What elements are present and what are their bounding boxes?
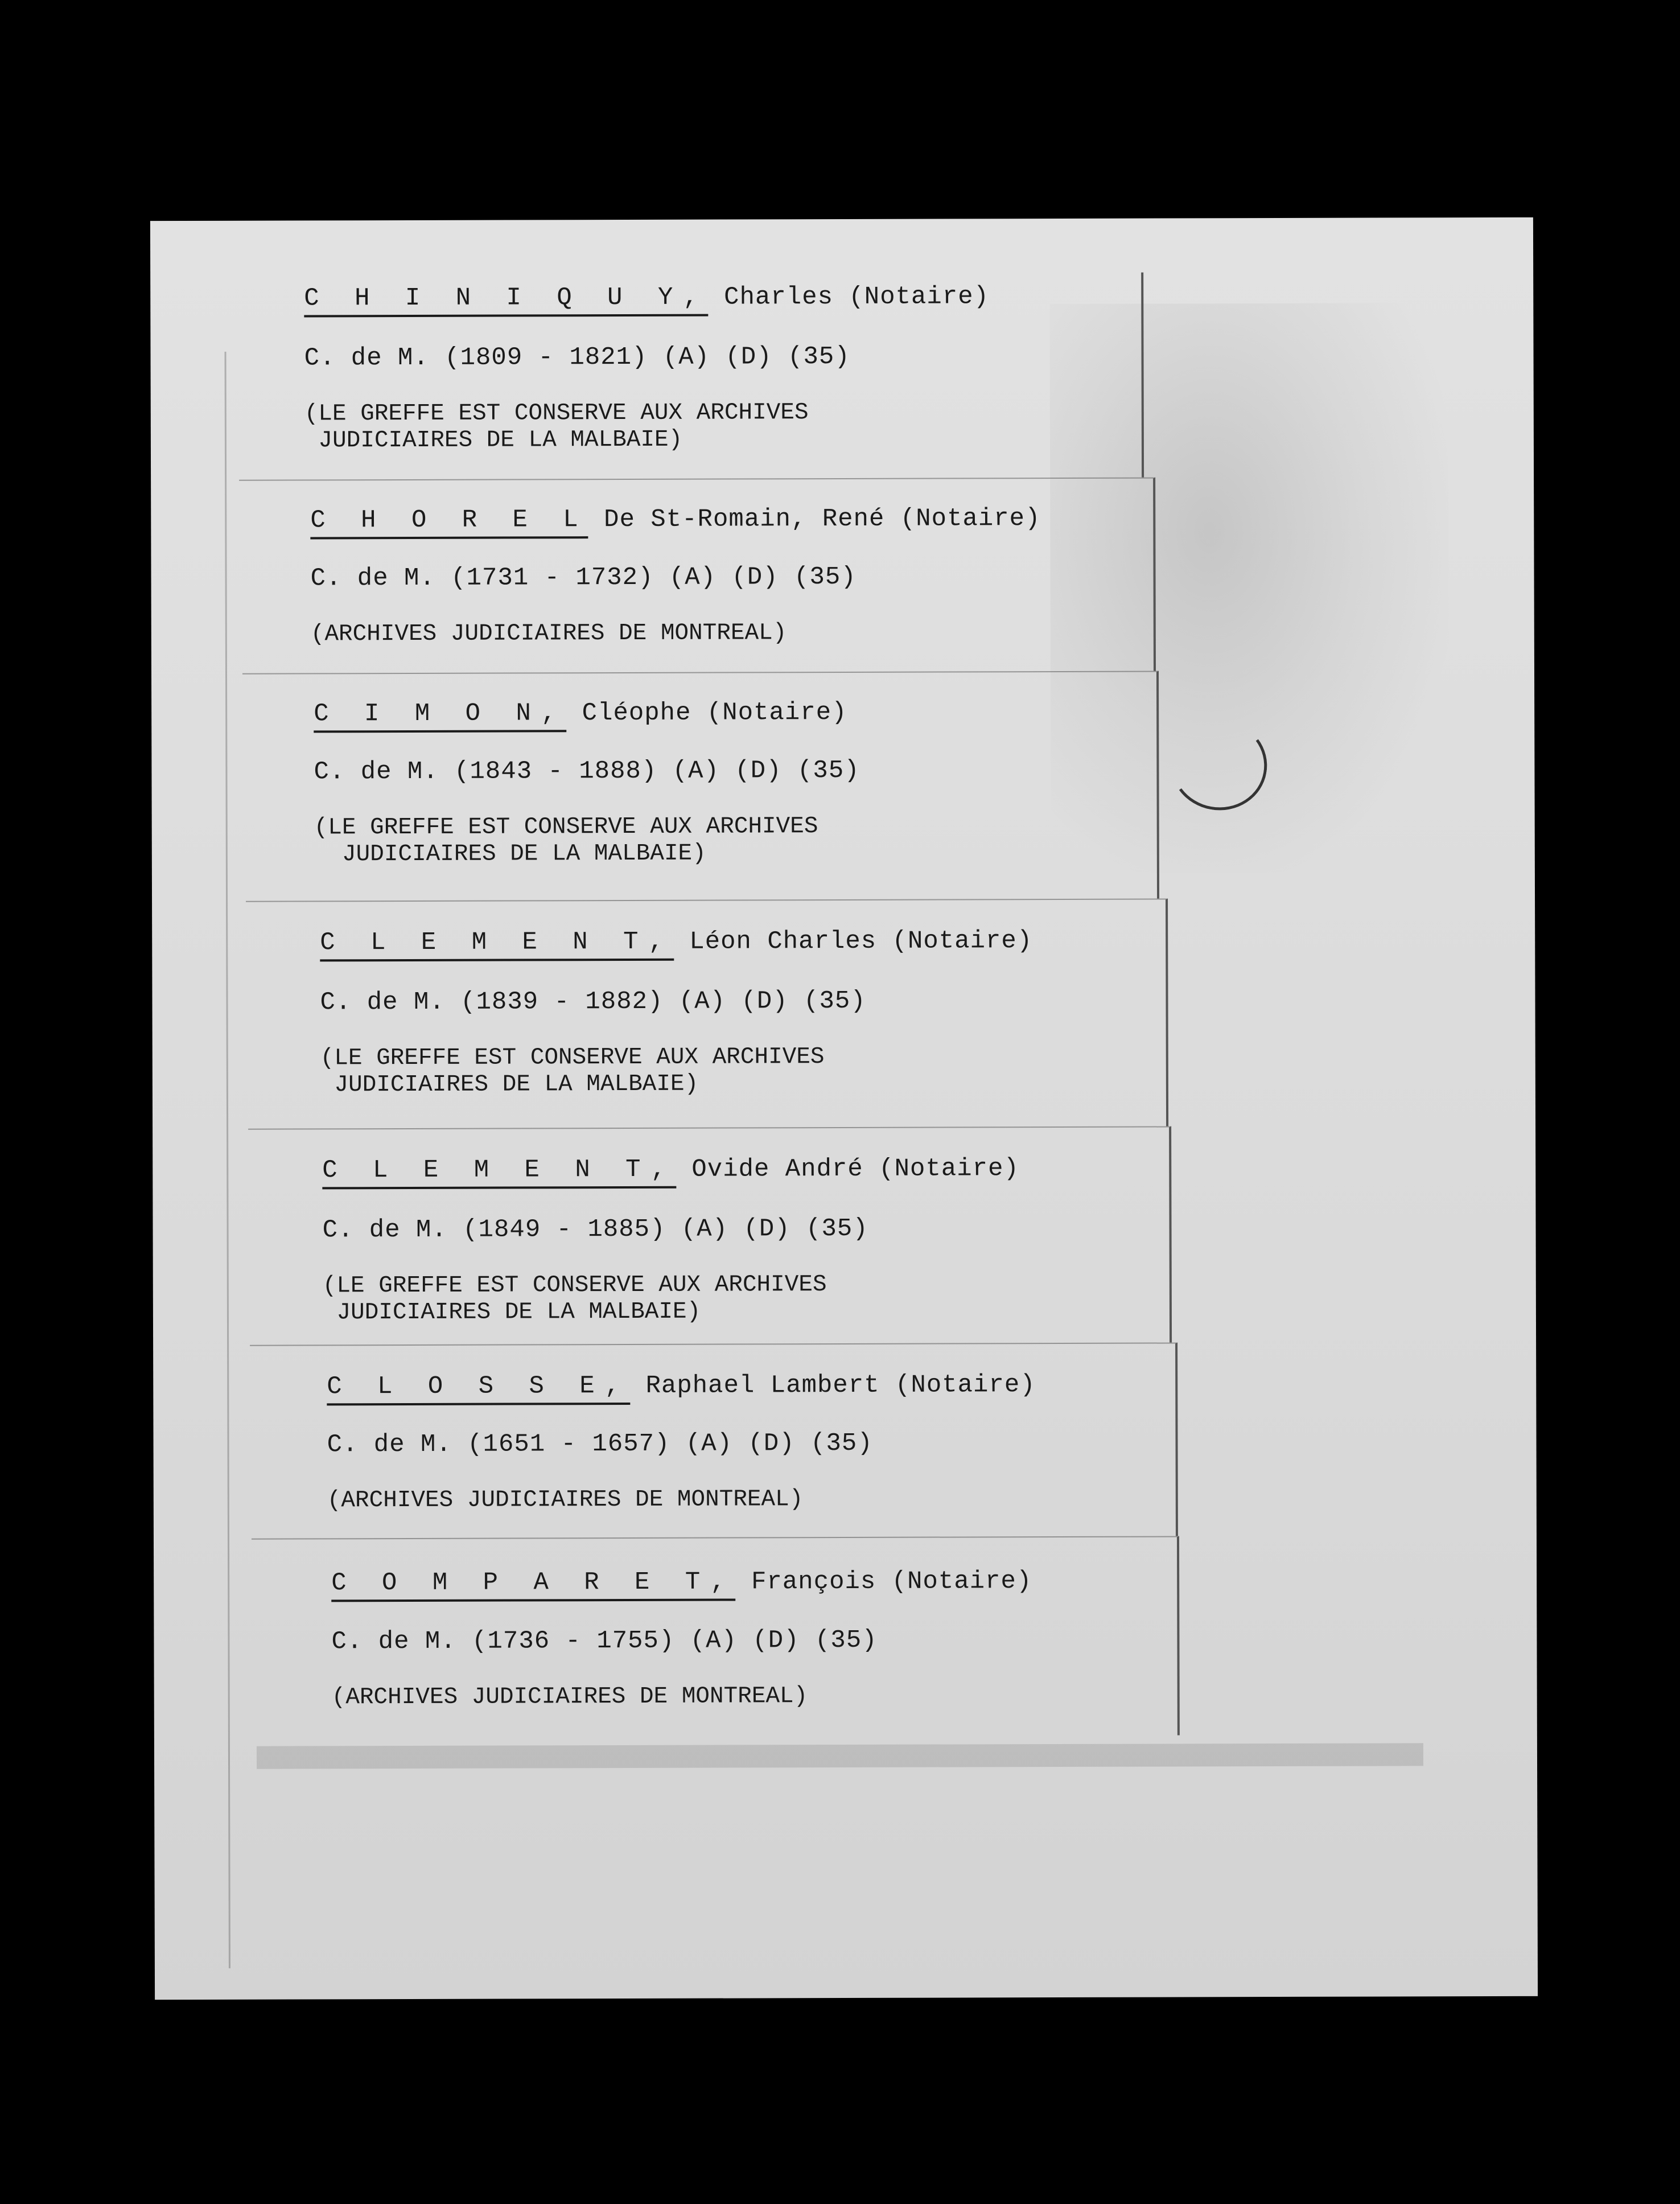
record-heading xyxy=(322,1156,1019,1183)
record-card-chorel xyxy=(239,478,1156,673)
record-note-line1: (ARCHIVES JUDICIAIRES DE MONTREAL) xyxy=(331,1683,808,1711)
record-heading xyxy=(310,506,1040,533)
record-heading xyxy=(320,928,1032,955)
record-card-chiniquy xyxy=(236,273,1144,480)
record-dates: C. de M. (1736 - 1755) (A) (D) (35) xyxy=(331,1626,878,1656)
record-card-cimon xyxy=(242,671,1159,901)
record-surname: C L E M E N T, xyxy=(320,928,674,962)
record-card-closse xyxy=(250,1342,1178,1538)
record-heading xyxy=(304,284,989,311)
record-surname: C O M P A R E T, xyxy=(331,1568,736,1602)
record-dates: C. de M. (1731 - 1732) (A) (D) (35) xyxy=(310,562,857,593)
record-given-name: Cléophe (Notaire) xyxy=(566,698,847,728)
record-note-line2: JUDICIAIRES DE LA MALBAIE) xyxy=(320,1071,699,1099)
record-dates: C. de M. (1849 - 1885) (A) (D) (35) xyxy=(322,1214,868,1245)
record-note-line2: JUDICIAIRES DE LA MALBAIE) xyxy=(322,1298,701,1326)
record-heading xyxy=(314,698,847,729)
record-note-line1: (ARCHIVES JUDICIAIRES DE MONTREAL) xyxy=(310,620,787,648)
left-margin-line xyxy=(225,352,230,1968)
record-dates: C. de M. (1843 - 1888) (A) (D) (35) xyxy=(314,756,860,787)
record-note-line1: (ARCHIVES JUDICIAIRES DE MONTREAL) xyxy=(327,1486,804,1514)
record-card-clement-ovide xyxy=(248,1126,1172,1344)
record-surname: C L O S S E, xyxy=(327,1372,630,1405)
record-note-line2: JUDICIAIRES DE LA MALBAIE) xyxy=(304,426,683,454)
record-heading xyxy=(327,1372,1035,1399)
record-heading xyxy=(331,1569,1032,1596)
record-given-name: François (Notaire) xyxy=(735,1567,1032,1597)
record-given-name: Charles (Notaire) xyxy=(708,282,990,312)
record-surname: C H O R E L xyxy=(310,505,588,539)
record-note-line1: (LE GREFFE EST CONSERVE AUX ARCHIVES xyxy=(322,1272,827,1300)
record-surname: C I M O N, xyxy=(314,699,566,733)
record-note-line1: (LE GREFFE EST CONSERVE AUX ARCHIVES xyxy=(320,1044,825,1072)
record-card-clement-leon xyxy=(246,899,1168,1129)
record-dates: C. de M. (1839 - 1882) (A) (D) (35) xyxy=(320,986,866,1017)
card-stack-shadow xyxy=(257,1743,1423,1769)
record-note-line1: (LE GREFFE EST CONSERVE AUX ARCHIVES xyxy=(314,813,818,841)
record-given-name: Léon Charles (Notaire) xyxy=(673,927,1033,956)
record-surname: C L E M E N T, xyxy=(322,1156,676,1190)
record-dates: C. de M. (1809 - 1821) (A) (D) (35) xyxy=(304,342,850,373)
index-card-sheet xyxy=(150,217,1538,2000)
record-note-line2: JUDICIAIRES DE LA MALBAIE) xyxy=(314,840,706,868)
record-given-name: Ovide André (Notaire) xyxy=(676,1154,1019,1184)
record-card-comparet xyxy=(252,1536,1180,1737)
record-given-name: Raphael Lambert (Notaire) xyxy=(630,1371,1036,1400)
record-given-name: De St-Romain, René (Notaire) xyxy=(588,504,1041,534)
record-dates: C. de M. (1651 - 1657) (A) (D) (35) xyxy=(327,1429,873,1459)
record-note-line1: (LE GREFFE EST CONSERVE AUX ARCHIVES xyxy=(304,400,809,427)
record-surname: C H I N I Q U Y, xyxy=(304,283,709,318)
